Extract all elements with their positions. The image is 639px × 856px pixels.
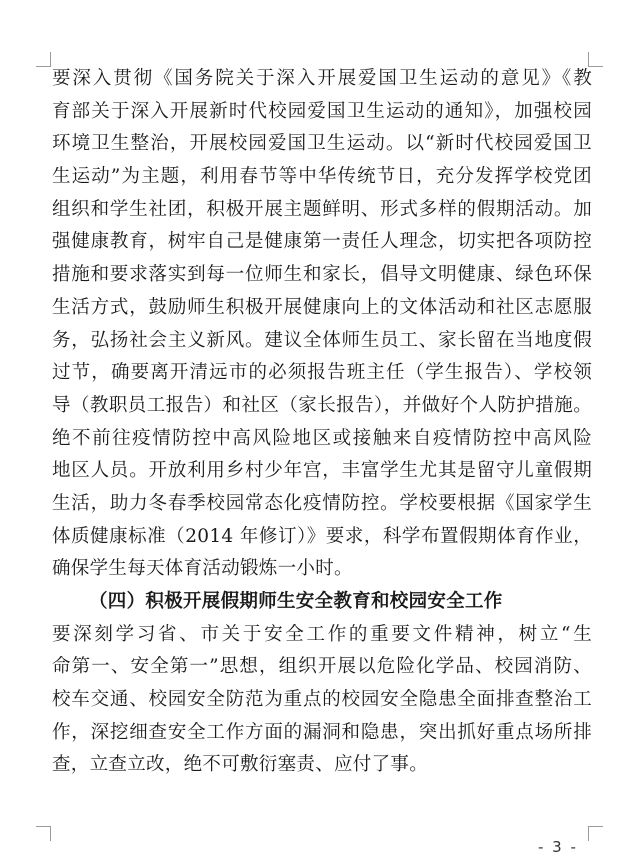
text-line: 生运动”为主题，利用春节等中华传统节日，充分发挥学校党团 bbox=[52, 166, 592, 188]
text-line: 地区人员。开放利用乡村少年宫，丰富学生尤其是留守儿童假期 bbox=[52, 460, 592, 482]
crop-mark-bottom-left bbox=[36, 826, 51, 841]
text-line: 要深刻学习省、市关于安全工作的重要文件精神，树立“生 bbox=[52, 623, 592, 645]
text-line: 体质健康标准（2014 年修订）》要求，科学布置假期体育作业， bbox=[52, 525, 592, 547]
text-line: 导（教职员工报告）和社区（家长报告），并做好个人防护措施。 bbox=[52, 394, 592, 416]
text-line: 务，弘扬社会主义新风。建议全体师生员工、家长留在当地度假 bbox=[52, 329, 592, 351]
crop-mark-bottom-right bbox=[588, 826, 603, 841]
text-line: 措施和要求落实到每一位师生和家长，倡导文明健康、绿色环保 bbox=[52, 264, 592, 286]
text-line: 要深入贯彻《国务院关于深入开展爱国卫生运动的意见》《教 bbox=[52, 68, 592, 89]
text-line: 过节，确要离开清远市的必须报告班主任（学生报告）、学校领 bbox=[52, 362, 592, 384]
section-heading: （四）积极开展假期师生安全教育和校园安全工作 bbox=[89, 591, 503, 612]
text-line: 生活，助力冬春季校园常态化疫情防控。学校要根据《国家学生 bbox=[52, 492, 592, 514]
paragraph-safety-work bbox=[52, 619, 592, 782]
text-line: 查，立查立改，绝不可敷衍塞责、应付了事。 bbox=[52, 754, 429, 776]
text-line: 育部关于深入开展新时代校园爱国卫生运动的通知》，加强校园 bbox=[52, 100, 592, 122]
text-line: 环境卫生整治，开展校园爱国卫生运动。以“新时代校园爱国卫 bbox=[52, 133, 592, 155]
paragraph-hygiene-campaign bbox=[52, 63, 592, 586]
document-body bbox=[52, 63, 592, 782]
text-line: 绝不前往疫情防控中高风险地区或接触来自疫情防控中高风险 bbox=[52, 427, 592, 449]
text-line: 强健康教育，树牢自己是健康第一责任人理念，切实把各项防控 bbox=[52, 231, 592, 253]
crop-mark-top-left bbox=[36, 52, 51, 67]
text-line: 命第一、安全第一”思想，组织开展以危险化学品、校园消防、 bbox=[52, 656, 592, 678]
page-number: - 3 - bbox=[538, 838, 578, 856]
text-line: 校车交通、校园安全防范为重点的校园安全隐患全面排查整治工 bbox=[52, 689, 592, 711]
text-line: 作，深挖细查安全工作方面的漏洞和隐患，突出抓好重点场所排 bbox=[52, 721, 592, 743]
text-line: 确保学生每天体育活动锻炼一小时。 bbox=[52, 558, 353, 580]
text-line: 生活方式，鼓励师生积极开展健康向上的文体活动和社区志愿服 bbox=[52, 296, 592, 318]
text-line: 组织和学生社团，积极开展主题鲜明、形式多样的假期活动。加 bbox=[52, 198, 592, 220]
